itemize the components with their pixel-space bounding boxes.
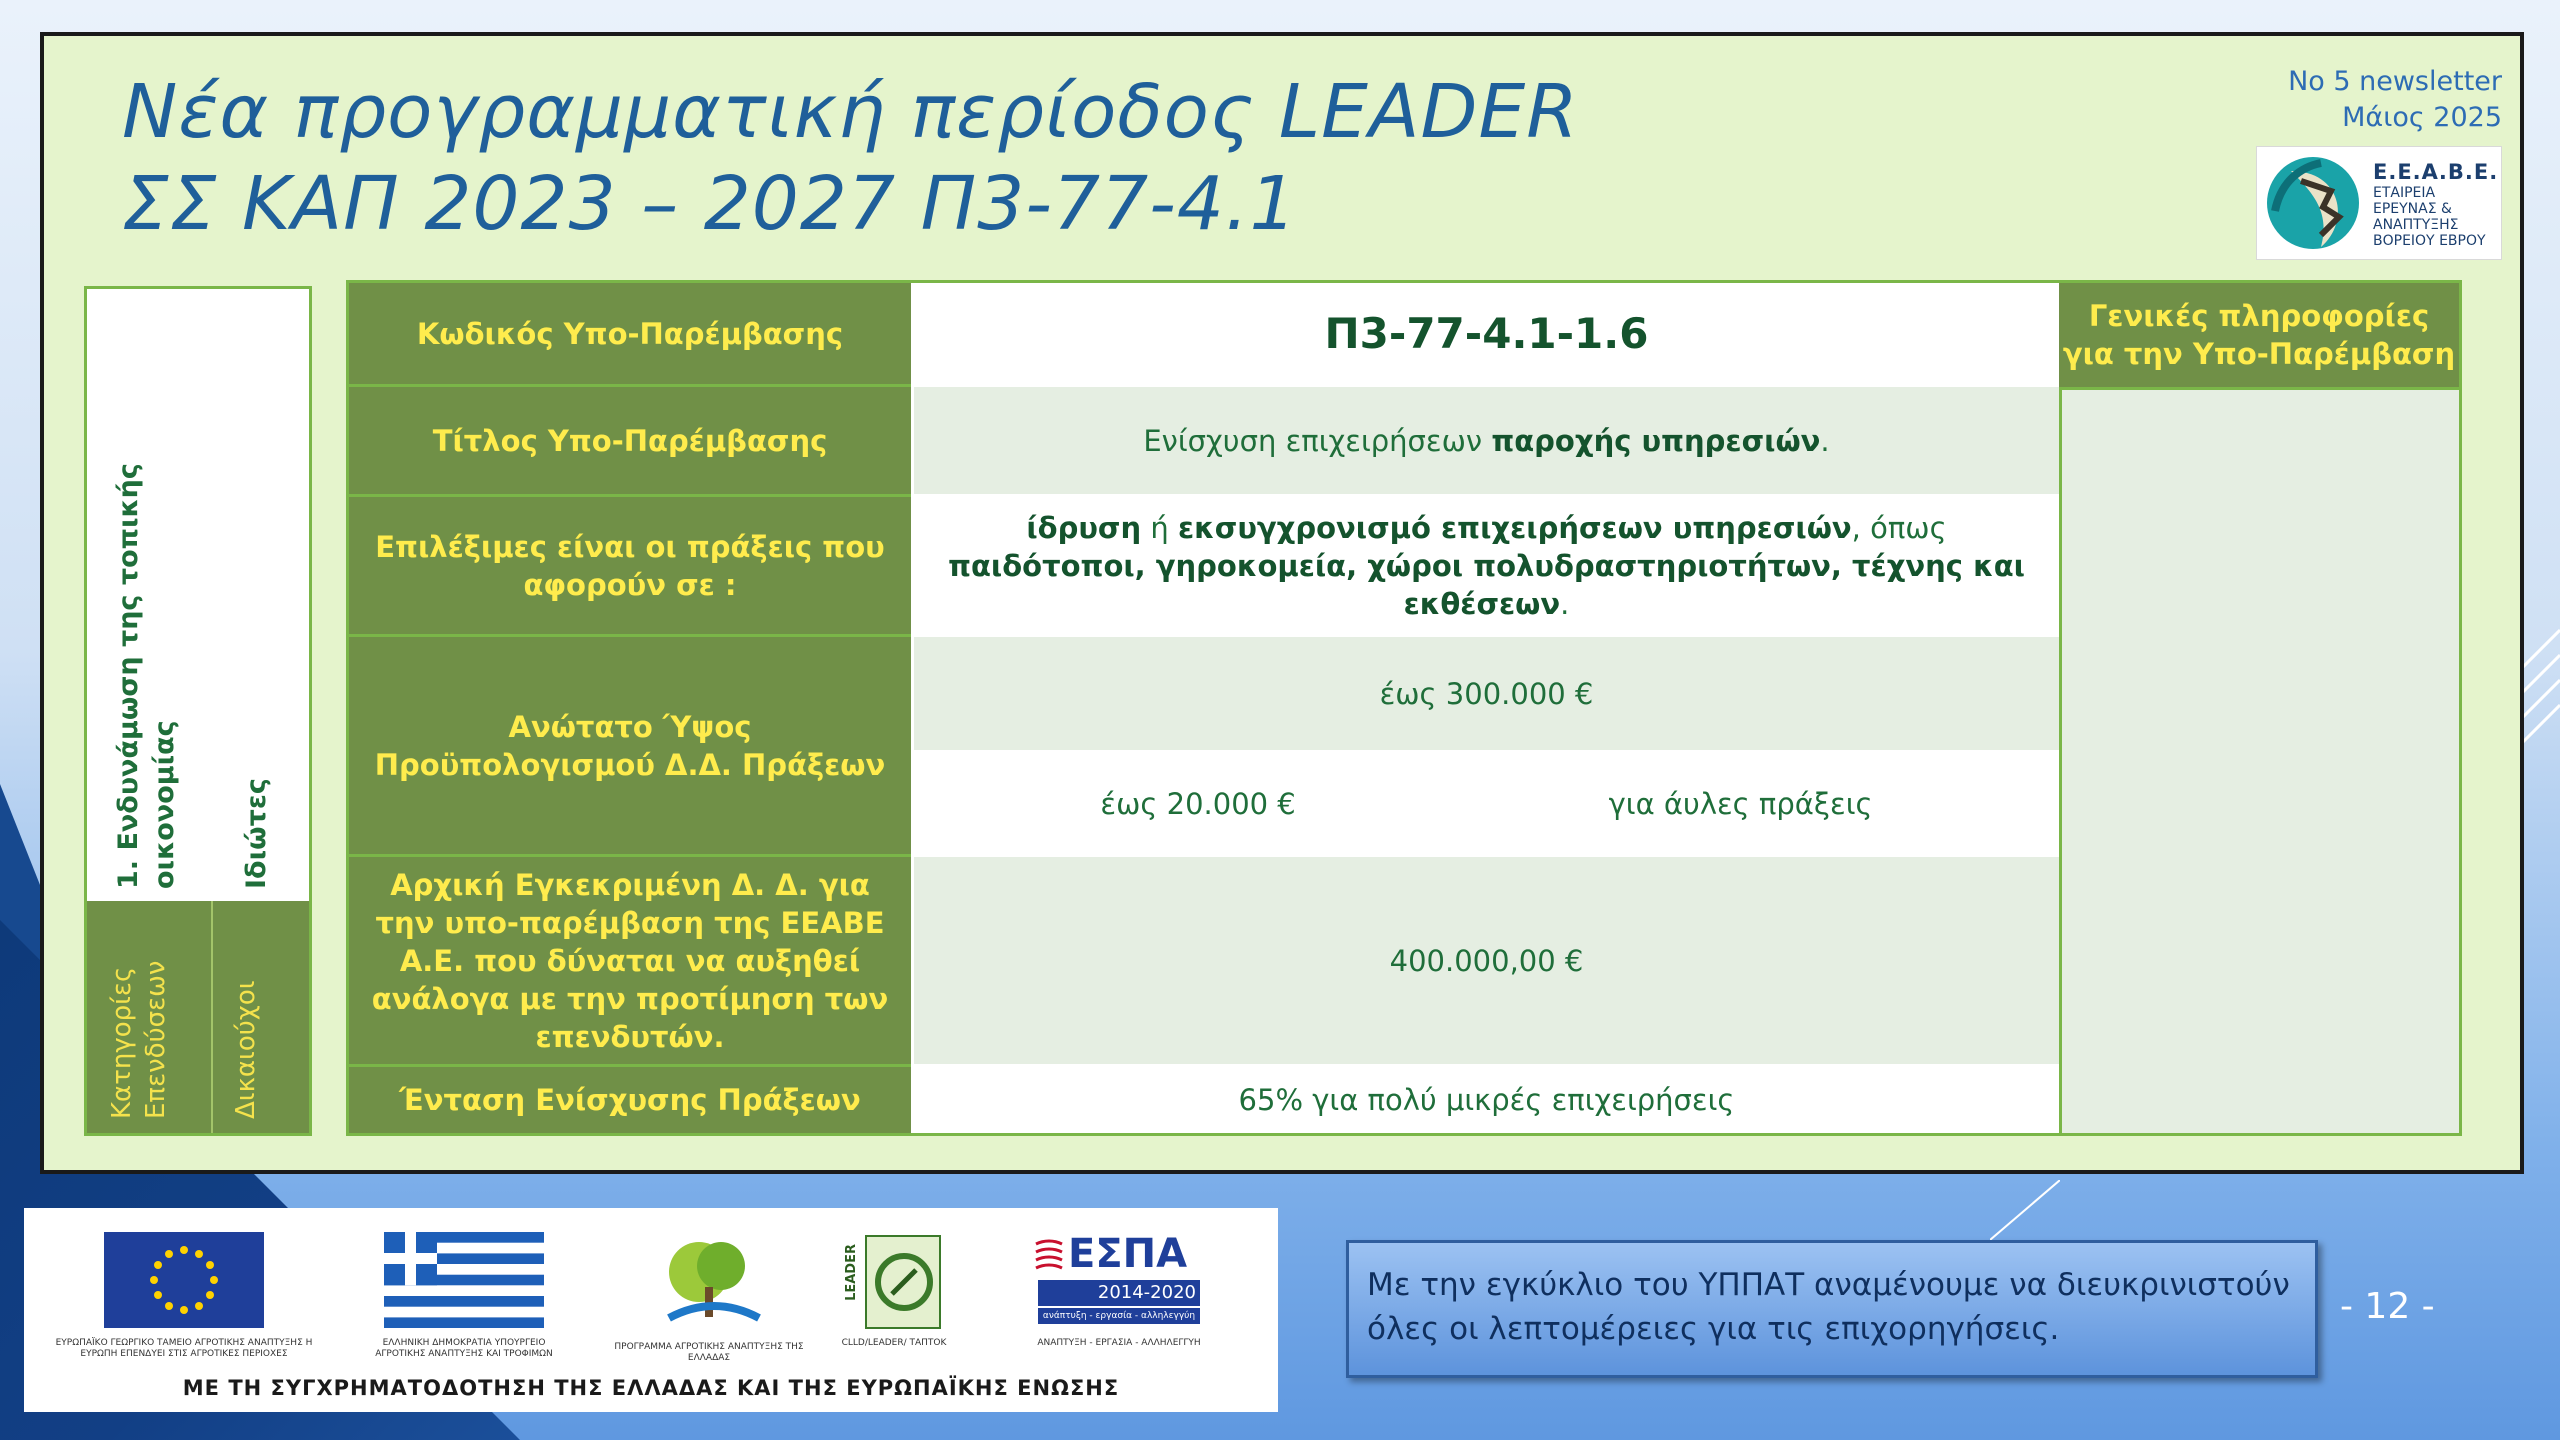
title-label: Τίτλος Υπο-Παρέμβασης bbox=[349, 387, 911, 497]
eligible-label: Επιλέξιμες είναι οι πράξεις που αφορούν σε : bbox=[349, 497, 911, 637]
eu-logo: ΕΥΡΩΠΑΪΚΟ ΓΕΩΡΓΙΚΟ ΤΑΜΕΙΟ ΑΓΡΟΤΙΚΗΣ ΑΝΑΠΤΥΞΗΣ Η ΕΥΡΩΠΗ ΕΠΕΝΔΥΕΙ ΣΤΙΣ ΑΓΡΟΤΙΚΕΣ ΠΕΡΙΟΧΕΣ bbox=[54, 1232, 314, 1360]
budget-intangible-row bbox=[911, 753, 2059, 857]
tree-icon bbox=[649, 1232, 769, 1332]
general-info-panel bbox=[2059, 387, 2459, 1133]
espa-waves-icon bbox=[1034, 1238, 1064, 1278]
title-line-1: Νέα προγραμματική περίοδος LEADER bbox=[122, 69, 1579, 155]
greek-ministry-logo: ΕΛΛΗΝΙΚΗ ΔΗΜΟΚΡΑΤΙΑ ΥΠΟΥΡΓΕΙΟ ΑΓΡΟΤΙΚΗΣ ΑΝΑΠΤΥΞΗΣ ΚΑΙ ΤΡΟΦΙΜΩΝ bbox=[364, 1232, 564, 1360]
eeabe-logo bbox=[2256, 146, 2502, 260]
category-values bbox=[87, 289, 309, 901]
page-title bbox=[122, 66, 1579, 250]
eu-flag-icon bbox=[104, 1232, 264, 1328]
eeabe-swirl-icon bbox=[2261, 151, 2365, 255]
budget-label: Ανώτατο Ύψος Προϋπολογισμού Δ.Δ. Πράξεων bbox=[349, 637, 911, 857]
newsletter-issue: Νο 5 newsletter bbox=[2288, 66, 2502, 97]
intensity-label: Ένταση Ενίσχυσης Πράξεων bbox=[349, 1067, 911, 1133]
cofunding-text: ΜΕ ΤΗ ΣΥΓΧΡΗΜΑΤΟΔΟΤΗΣΗ ΤΗΣ ΕΛΛΑΔΑΣ ΚΑΙ ΤΗΣ ΕΥΡΩΠΑΪΚΗΣ ΕΝΩΣΗΣ bbox=[182, 1376, 1120, 1400]
sub-intervention-table bbox=[346, 280, 2462, 1136]
leader-logo: LEADER CLLD/LEADER/ ΤΑΠΤΟΚ bbox=[824, 1232, 964, 1349]
budget-intangible-label: για άυλες πράξεις bbox=[1608, 786, 1873, 821]
budget-intangible-value: έως 20.000 € bbox=[1100, 786, 1296, 821]
eligible-value: ίδρυση ή εκσυγχρονισμό επιχειρήσεων υπηρεσιών, όπως παιδότοποι, γηροκομεία, χώροι πολυδραστηριοτήτων, τέχνης και εκθέσεων. bbox=[911, 497, 2059, 637]
newsletter-info bbox=[2288, 64, 2502, 136]
newsletter-date: Μάιος 2025 bbox=[2342, 102, 2502, 133]
slide bbox=[40, 32, 2524, 1174]
divider bbox=[211, 901, 213, 1133]
beneficiary-value: Ιδιώτες bbox=[241, 778, 272, 889]
category-value: 1. Ενδυνάμωση της τοπικής οικονομίας bbox=[113, 463, 180, 889]
decorative-line bbox=[1990, 1180, 2060, 1240]
info-note: Με την εγκύκλιο του ΥΠΠΑΤ αναμένουμε να διευκρινιστούν όλες οι λεπτομέρειες για τις επιχορηγήσεις. bbox=[1346, 1240, 2318, 1378]
espa-logo: ΕΣΠΑ 2014-2020 ανάπτυξη - εργασία - αλληλεγγύη ΑΝΑΠΤΥΞΗ - ΕΡΓΑΣΙΑ - ΑΛΛΗΛΕΓΓΥΗ bbox=[1014, 1232, 1224, 1349]
intensity-value: 65% για πολύ μικρές επιχειρήσεις bbox=[911, 1067, 2059, 1133]
category-label: Κατηγορίες Επενδύσεων bbox=[107, 960, 171, 1119]
approved-label: Αρχική Εγκεκριμένη Δ. Δ. για την υπο-παρέμβαση της ΕΕΑΒΕ Α.Ε. που δύναται να αυξηθεί ανάλογα με την προτίμηση των επενδυτών. bbox=[349, 857, 911, 1067]
page-number: - 12 - bbox=[2340, 1286, 2435, 1327]
budget-value: έως 300.000 € bbox=[911, 637, 2059, 753]
title-line-2: ΣΣ ΚΑΠ 2023 – 2027 Π3-77-4.1 bbox=[122, 161, 1298, 247]
general-info-header: Γενικές πληροφορίες για την Υπο-Παρέμβαση bbox=[2059, 283, 2459, 387]
eeabe-logo-text: Ε.Ε.Α.Β.Ε. ΕΤΑΙΡΕΙΑ ΕΡΕΥΝΑΣ & ΑΝΑΠΤΥΞΗΣ ΒΟΡΕΙΟΥ ΕΒΡΟΥ bbox=[2373, 160, 2499, 249]
rdp-logo: ΠΡΟΓΡΑΜΜΑ ΑΓΡΟΤΙΚΗΣ ΑΝΑΠΤΥΞΗΣ ΤΗΣ ΕΛΛΑΔΑΣ bbox=[614, 1232, 804, 1364]
greek-flag-icon bbox=[384, 1232, 544, 1328]
leader-icon bbox=[844, 1232, 944, 1332]
category-labels bbox=[87, 901, 309, 1133]
code-label: Κωδικός Υπο-Παρέμβασης bbox=[349, 283, 911, 387]
title-value: Ενίσχυση επιχειρήσεων παροχής υπηρεσιών. bbox=[911, 387, 2059, 497]
beneficiary-label: Δικαιούχοι bbox=[231, 980, 261, 1119]
funding-logos-strip bbox=[24, 1208, 1278, 1412]
approved-value: 400.000,00 € bbox=[911, 857, 2059, 1067]
category-panel bbox=[84, 286, 312, 1136]
code-value: Π3-77-4.1-1.6 bbox=[911, 283, 2059, 387]
